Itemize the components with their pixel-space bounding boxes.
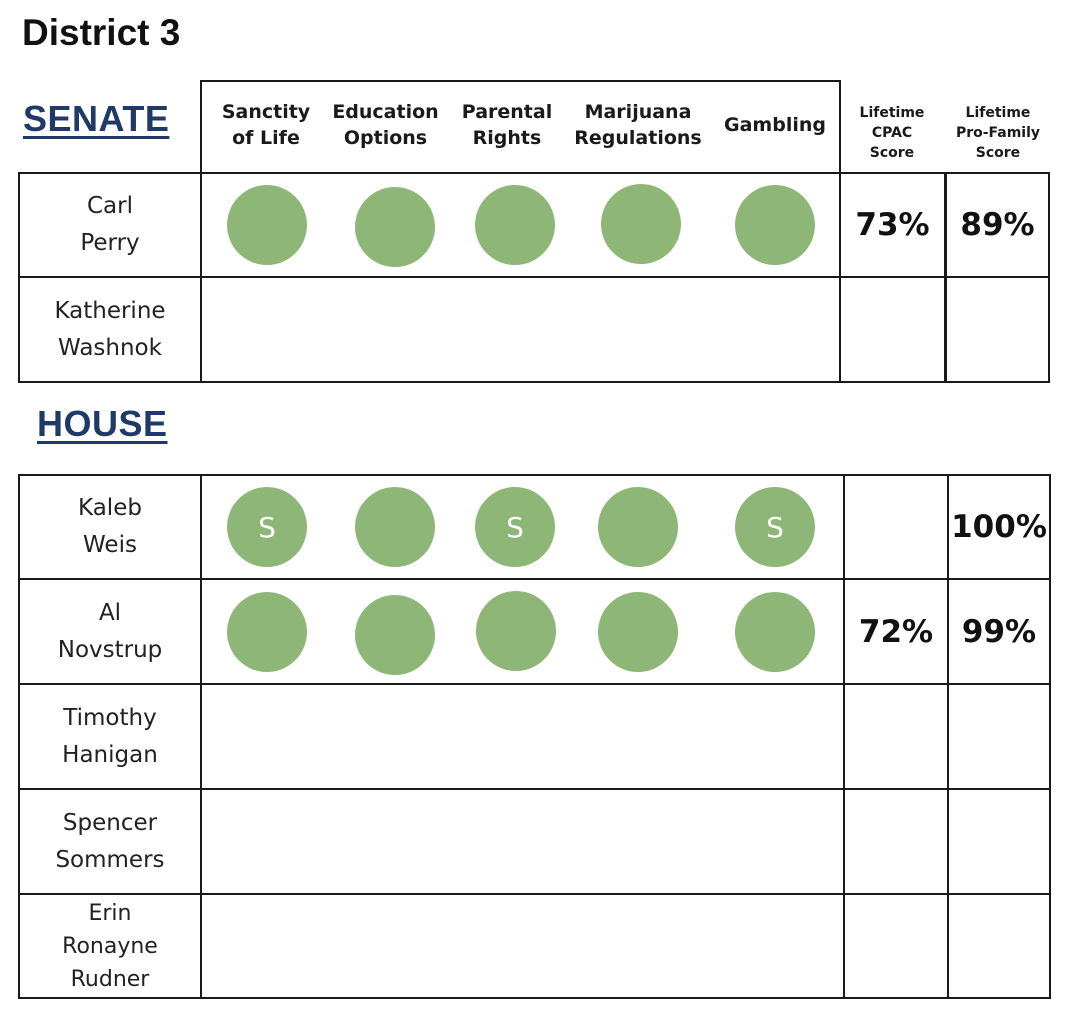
position-dot-marijuana <box>598 487 678 567</box>
senate-heading: SENATE <box>23 98 170 139</box>
position-dot-gambling: S <box>735 487 815 567</box>
page-title: District 3 <box>22 12 181 53</box>
position-dot-sanctity <box>227 592 307 672</box>
position-dot-gambling <box>735 592 815 672</box>
candidate-name-carl-perry: Carl Perry <box>18 172 202 278</box>
table-row <box>200 893 845 999</box>
house-heading: HOUSE <box>37 403 168 444</box>
position-dot-marijuana <box>601 184 681 264</box>
table-row <box>200 474 845 580</box>
candidate-name-spencer-sommers: Spencer Sommers <box>18 788 202 895</box>
cpac-score <box>843 893 949 999</box>
position-dot-education <box>355 595 435 675</box>
cpac-score: 73% <box>839 172 946 278</box>
table-row <box>200 788 845 895</box>
pro-family-score <box>945 276 1050 383</box>
table-row <box>200 683 845 790</box>
pro-family-score <box>947 893 1051 999</box>
position-dot-parental: S <box>475 487 555 567</box>
header-parental-rights: Parental Rights <box>461 101 553 149</box>
header-gambling: Gambling <box>724 114 826 137</box>
position-dot-parental <box>475 185 555 265</box>
cpac-score <box>839 276 946 383</box>
pro-family-score <box>947 788 1051 895</box>
position-dot-gambling <box>735 185 815 265</box>
candidate-name-erin-ronayne-rudner: Erin Ronayne Rudner <box>18 893 202 999</box>
table-row <box>200 276 841 383</box>
header-lifetime-pro-family-score: Lifetime Pro-Family Score <box>955 104 1041 162</box>
header-education-options: Education Options <box>332 101 439 149</box>
table-row <box>200 578 845 685</box>
header-marijuana-regulations: Marijuana Regulations <box>574 101 702 149</box>
header-lifetime-cpac-score: Lifetime CPAC Score <box>859 104 925 162</box>
header-sanctity-of-life: Sanctity of Life <box>221 101 311 149</box>
pro-family-score: 100% <box>947 474 1051 580</box>
position-dot-education <box>355 187 435 267</box>
cpac-score <box>843 474 949 580</box>
pro-family-score: 99% <box>947 578 1051 685</box>
cpac-score <box>843 788 949 895</box>
candidate-name-kaleb-weis: Kaleb Weis <box>18 474 202 580</box>
candidate-name-timothy-hanigan: Timothy Hanigan <box>18 683 202 790</box>
position-dot-marijuana <box>598 592 678 672</box>
table-row <box>200 172 841 278</box>
pro-family-score <box>947 683 1051 790</box>
candidate-name-katherine-washnok: Katherine Washnok <box>18 276 202 383</box>
position-dot-parental <box>476 591 556 671</box>
cpac-score <box>843 683 949 790</box>
position-dot-education <box>355 487 435 567</box>
position-dot-sanctity <box>227 185 307 265</box>
pro-family-score: 89% <box>945 172 1050 278</box>
candidate-name-al-novstrup: Al Novstrup <box>18 578 202 685</box>
cpac-score: 72% <box>843 578 949 685</box>
position-dot-sanctity: S <box>227 487 307 567</box>
